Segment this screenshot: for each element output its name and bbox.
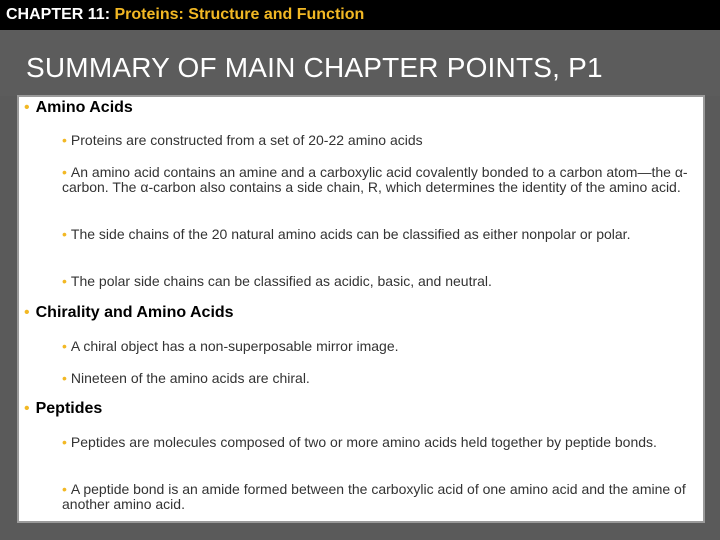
- bullet-icon: •: [24, 304, 30, 321]
- bullet-icon: •: [24, 400, 30, 417]
- section-heading-chirality: • Chirality and Amino Acids: [24, 304, 234, 321]
- list-item: • The polar side chains can be classified as acidic, basic, and neutral.: [62, 273, 492, 289]
- bullet-icon: •: [62, 273, 67, 289]
- chapter-header: [6, 6, 364, 24]
- list-item: • Peptides are molecules composed of two or more amino acids held together by peptide bonds.: [62, 434, 657, 450]
- list-item: • The side chains of the 20 natural amino acids can be classified as either nonpolar or polar.: [62, 226, 631, 242]
- list-item: • A chiral object has a non-superposable mirror image.: [62, 338, 399, 354]
- header-bar: [0, 0, 720, 30]
- bullet-icon: •: [62, 226, 67, 242]
- bullet-icon: •: [62, 164, 67, 180]
- bullet-icon: •: [62, 132, 67, 148]
- section-heading-amino-acids: • Amino Acids: [24, 99, 133, 116]
- bullet-icon: •: [24, 99, 30, 116]
- bullet-icon: •: [62, 481, 67, 497]
- list-item: • Nineteen of the amino acids are chiral.: [62, 370, 310, 386]
- bullet-icon: •: [62, 434, 67, 450]
- chapter-subtitle: Proteins: Structure and Function: [114, 6, 365, 23]
- content-panel: [17, 95, 705, 523]
- bullet-icon: •: [62, 338, 67, 354]
- list-item: • A peptide bond is an amide formed between the carboxylic acid of one amino acid and the amine of another amino acid.: [62, 481, 686, 512]
- bullet-icon: •: [62, 370, 67, 386]
- list-item: • Proteins are constructed from a set of 20-22 amino acids: [62, 132, 423, 148]
- slide-title: SUMMARY OF MAIN CHAPTER POINTS, P1: [26, 52, 603, 83]
- list-item: • An amino acid contains an amine and a carboxylic acid covalently bonded to a carbon atom—the α-carbon. The α-carbon also contains a side chain, R, which determines the identity of the amino acid.: [62, 164, 688, 195]
- chapter-label: CHAPTER 11:: [6, 6, 111, 23]
- section-heading-peptides: • Peptides: [24, 400, 103, 417]
